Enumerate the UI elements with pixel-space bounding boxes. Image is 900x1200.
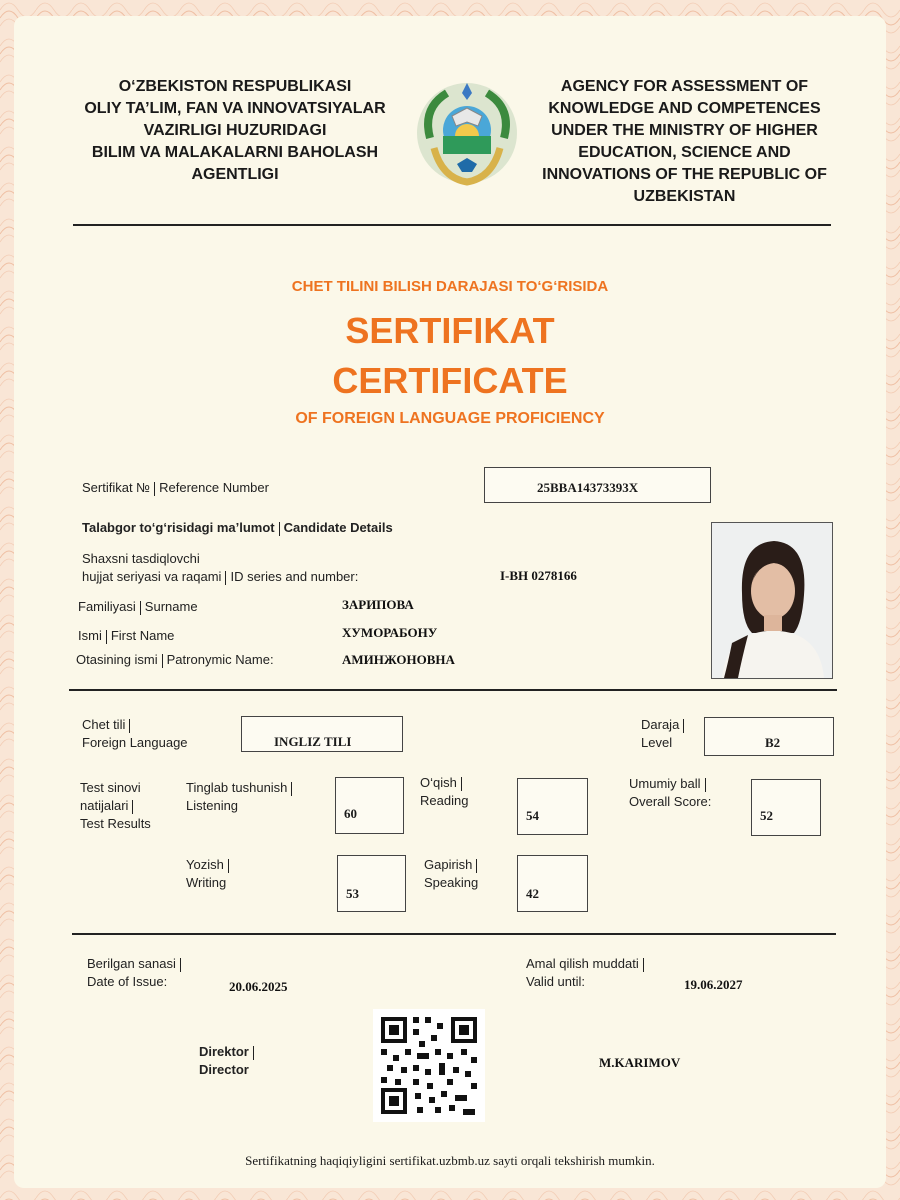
level-value: B2 <box>765 735 781 750</box>
issue-date-value: 20.06.2025 <box>229 979 288 994</box>
id-label: Shaxsni tasdiqlovchi hujjat seriyasi va raqami ID series and number: <box>82 551 359 584</box>
firstname-label: Ismi First Name <box>78 628 175 643</box>
speaking-box <box>517 855 588 912</box>
footer-verification-note: Sertifikatning haqiqiyligini sertifikat.uzbmb.uz sayti orqali tekshirish mumkin. <box>245 1153 655 1168</box>
title-en: CERTIFICATE <box>332 360 568 401</box>
writing-score: 53 <box>346 886 359 901</box>
director-name: M.KARIMOV <box>599 1055 681 1070</box>
title-uz: SERTIFIKAT <box>345 310 555 351</box>
overall-score: 52 <box>760 808 773 823</box>
issue-date-label: Berilgan sanasi Date of Issue: <box>87 955 185 991</box>
candidate-photo <box>711 522 833 679</box>
test-results-label: Test sinovi natijalari Test Results <box>80 780 151 831</box>
patronymic-value: АМИНЖОНОВНА <box>342 652 455 667</box>
surname-value: ЗАРИПОВА <box>342 597 414 612</box>
results-divider <box>72 933 836 935</box>
valid-until-value: 19.06.2027 <box>684 977 743 992</box>
listening-label: Tinglab tushunish Listening <box>186 779 296 815</box>
header-divider <box>73 224 831 226</box>
language-box <box>241 716 403 752</box>
listening-box <box>335 777 404 834</box>
patronymic-label: Otasining ismi Patronymic Name: <box>76 652 274 667</box>
reference-label: Sertifikat № Reference Number <box>82 480 269 495</box>
valid-until-label: Amal qilish muddati Valid until: <box>526 955 648 991</box>
reading-label: O‘qish Reading <box>420 775 469 808</box>
speaking-label: Gapirish Speaking <box>424 857 479 890</box>
writing-box <box>337 855 406 912</box>
level-box <box>704 717 834 756</box>
reference-number-box <box>484 467 711 503</box>
subtitle-top: CHET TILINI BILISH DARAJASI TO‘G‘RISIDA <box>291 278 609 295</box>
header-right-text: AGENCY FOR ASSESSMENT OF KNOWLEDGE AND COMPETENCES UNDER THE MINISTRY OF HIGHER EDUCATION, SCIENCE AND INNOVATIONS OF THE REPUBLIC OF UZBEKISTAN <box>542 78 827 205</box>
speaking-score: 42 <box>526 886 539 901</box>
overall-score-label: Umumiy ball Overall Score: <box>629 776 712 809</box>
listening-score: 60 <box>344 806 357 821</box>
overall-score-box <box>751 779 821 836</box>
director-label: Direktor Director <box>199 1043 258 1079</box>
language-label: Chet tili Foreign Language <box>82 717 188 750</box>
reference-number: 25BBA14373393X <box>537 480 639 495</box>
candidate-section-title: Talabgor to‘g‘risidagi ma’lumot Candidate Details <box>82 520 393 535</box>
writing-label: Yozish Writing <box>186 856 233 892</box>
header-left-text: O‘ZBEKISTON RESPUBLIKASI OLIY TA’LIM, FAN VA INNOVATSIYALAR VAZIRLIGI HUZURIDAGI BILIM VA MALAKALARNI BAHOLASH AGENTLIGI <box>84 78 386 183</box>
firstname-value: ХУМОРАБОНУ <box>342 625 438 640</box>
reading-box <box>517 778 588 835</box>
subtitle-bottom: OF FOREIGN LANGUAGE PROFICIENCY <box>295 410 605 427</box>
level-label: Daraja Level <box>641 716 688 752</box>
id-value: I-BH 0278166 <box>500 568 577 583</box>
candidate-divider <box>69 689 837 691</box>
state-emblem-icon <box>412 78 522 188</box>
qr-code-icon[interactable] <box>373 1009 485 1122</box>
reading-score: 54 <box>526 808 539 823</box>
surname-label: Familiyasi Surname <box>78 599 198 614</box>
language-value: INGLIZ TILI <box>274 734 352 749</box>
